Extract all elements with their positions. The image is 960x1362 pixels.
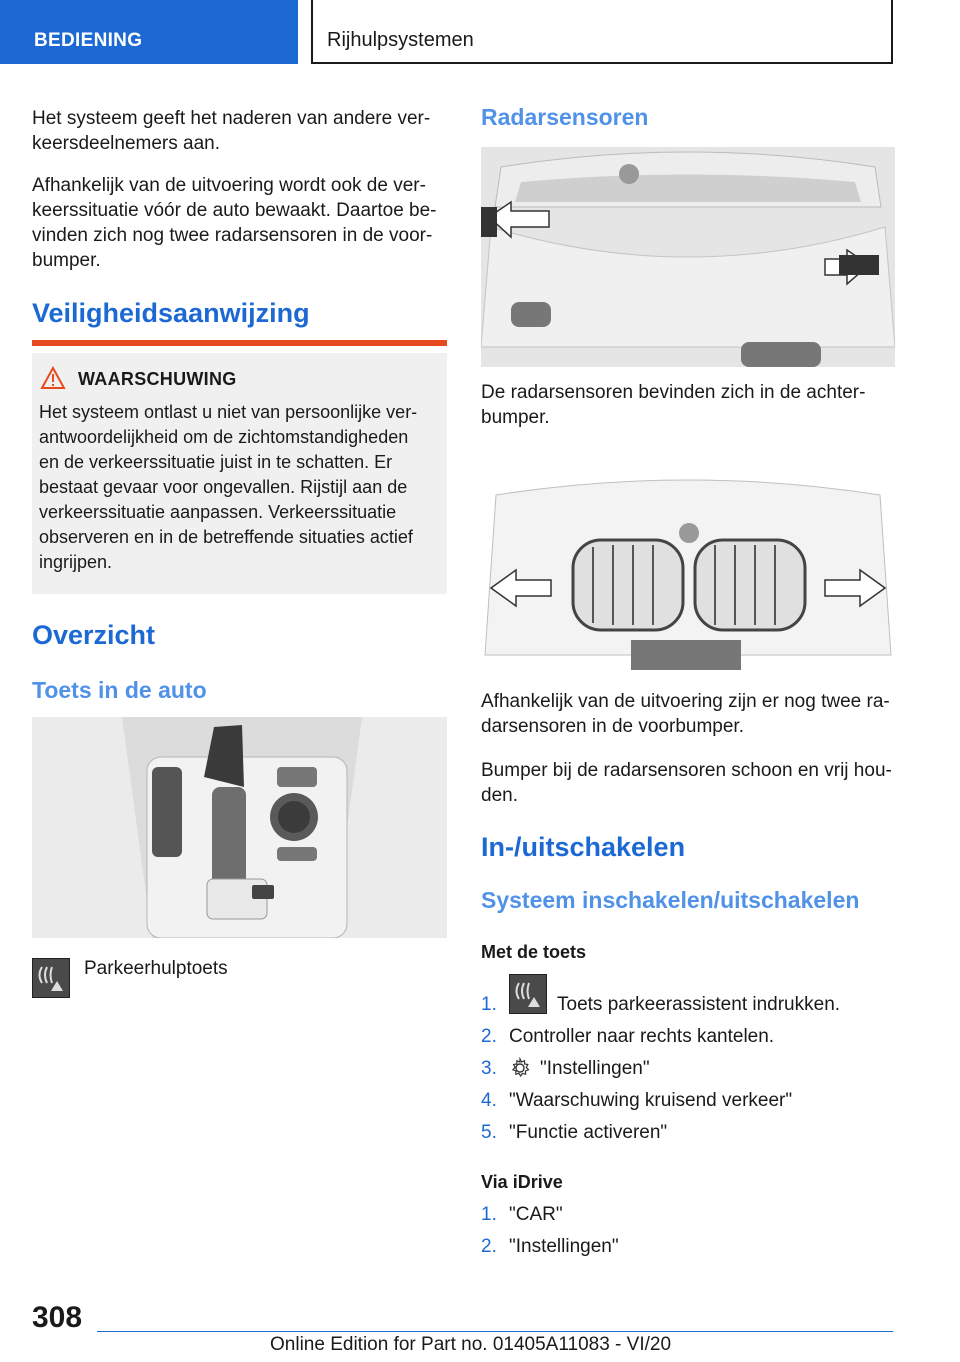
step-text: "CAR" [509, 1204, 563, 1225]
safety-heading: Veiligheidsaanwijzing [32, 298, 310, 328]
step-text: "Instellingen" [509, 1236, 619, 1257]
step-text: "Instellingen" [540, 1058, 650, 1079]
button-caption: Parkeerhulptoets [84, 958, 228, 979]
step-number: 1. [481, 1204, 497, 1225]
step-text: "Waarschuwing kruisend verkeer" [509, 1090, 793, 1111]
button-heading: Toets in de auto [32, 677, 207, 703]
warning-bar [32, 340, 447, 346]
front-text-line: darsensoren in de voorbumper. [481, 716, 744, 737]
warning-line: observeren en in de betreffende situaties actief [39, 527, 413, 547]
step-text: Controller naar rechts kantelen. [509, 1026, 775, 1047]
warning-line: Het systeem ontlast u niet van persoonlijke ver- [39, 402, 418, 422]
step-number: 2. [481, 1236, 497, 1257]
step-number: 3. [481, 1058, 497, 1079]
section-title: BEDIENING [34, 30, 143, 51]
chapter-title: Rijhulpsystemen [327, 29, 474, 51]
step-number: 1. [481, 994, 497, 1015]
clean-text-line: den. [481, 785, 518, 806]
onoff-heading: In-/uitschakelen [481, 832, 686, 862]
warning-icon [40, 366, 66, 390]
intro-line: keersdeelnemers aan. [32, 133, 220, 154]
step-text: Toets parkeerassistent indrukken. [557, 994, 841, 1015]
warning-line: bestaat gevaar voor ongevallen. Rijstijl aan de [39, 477, 408, 497]
edition-footer: Online Edition for Part no. 01405A11083 - VI/20 [270, 1334, 672, 1355]
step-text: "Functie activeren" [509, 1122, 668, 1143]
rear-bumper-image [481, 147, 895, 367]
section-tab [0, 0, 298, 64]
step-number: 4. [481, 1090, 497, 1111]
gear-icon [509, 1057, 531, 1079]
front-text-line: Afhankelijk van de uitvoering zijn er nog twee ra- [481, 691, 890, 712]
overview-heading: Overzicht [32, 620, 156, 650]
warning-line: antwoordelijkheid om de zichtomstandigheden [39, 427, 409, 447]
intro-line: vinden zich nog twee radarsensoren in de voor- [32, 225, 433, 246]
intro-line: Het systeem geeft het naderen van andere ver- [32, 108, 431, 129]
warning-title: WAARSCHUWING [78, 369, 237, 389]
parking-assist-icon [32, 958, 70, 998]
warning-line: verkeerssituatie aanpassen. Verkeerssituatie [39, 502, 397, 522]
warning-line: en de verkeerssituatie juist in te schatten. Er [39, 452, 393, 472]
parking-assist-icon [509, 974, 547, 1014]
intro-line: Afhankelijk van de uitvoering wordt ook de ver- [32, 175, 426, 196]
button-method-heading: Met de toets [481, 942, 587, 962]
intro-line: keerssituatie vóór de auto bewaakt. Daartoe be- [32, 200, 437, 221]
clean-text-line: Bumper bij de radarsensoren schoon en vrij hou- [481, 760, 892, 781]
rear-text-line: De radarsensoren bevinden zich in de achter- [481, 382, 866, 403]
step-number: 5. [481, 1122, 497, 1143]
chapter-tab [311, 0, 893, 64]
warning-line: ingrijpen. [39, 552, 113, 572]
page-number: 308 [32, 1301, 83, 1334]
system-heading: Systeem inschakelen/uitschakelen [481, 887, 860, 913]
intro-line: bumper. [32, 250, 101, 271]
step-number: 2. [481, 1026, 497, 1047]
rear-text-line: bumper. [481, 407, 550, 428]
front-bumper-image [481, 455, 895, 675]
idrive-method-heading: Via iDrive [481, 1172, 563, 1192]
warning-text [39, 400, 444, 575]
console-image [32, 717, 447, 938]
radar-heading: Radarsensoren [481, 104, 649, 130]
footer-divider [97, 1331, 893, 1332]
